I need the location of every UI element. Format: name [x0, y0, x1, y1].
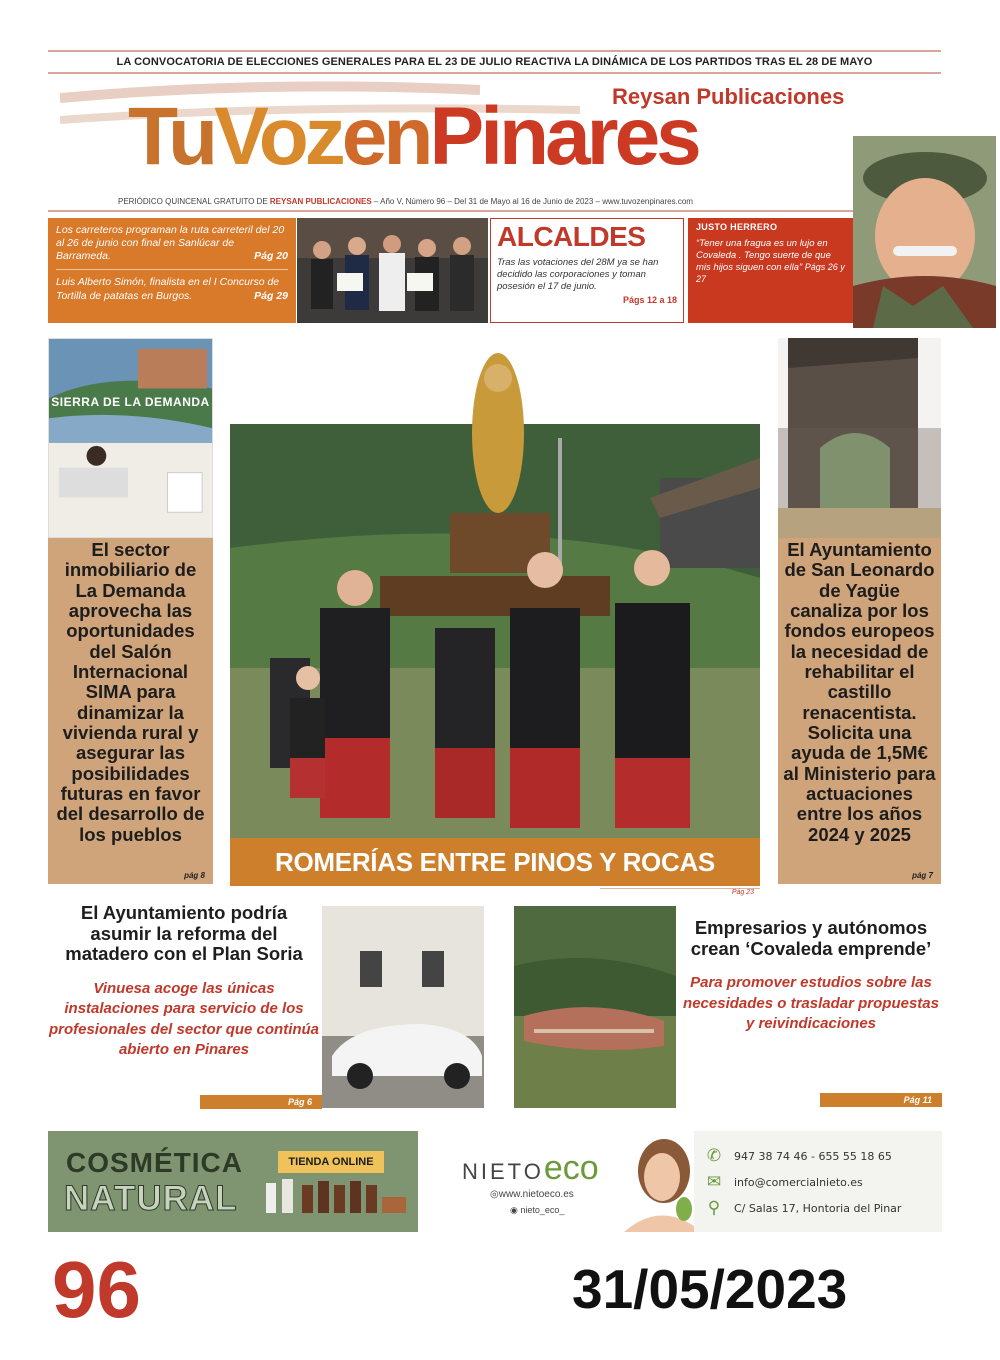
- alcaldes-page: Págs 12 a 18: [622, 294, 677, 305]
- vinuesa-page: Pág 6: [200, 1095, 322, 1109]
- left-story-page: pág 8: [184, 871, 205, 881]
- mail-icon: ✉: [706, 1172, 722, 1192]
- top-rule: [48, 50, 941, 52]
- main-photo-page: Pág 23: [600, 888, 760, 898]
- alcaldes-teaser[interactable]: [490, 218, 684, 323]
- interview-quote: “Tener una fragua es un lujo en Covaleda . Tengo suerte de que mis hijos siguen con ella” Págs 26 y 27: [696, 238, 845, 284]
- issue-number: 96: [52, 1245, 141, 1334]
- vinuesa-headline: El Ayuntamiento podría asumir la reforma del matadero con el Plan Soria: [65, 902, 303, 965]
- phone-icon: ✆: [706, 1146, 722, 1166]
- interview-teaser[interactable]: [688, 218, 853, 323]
- teaser-group-photo: [297, 218, 488, 323]
- cosmetica-ad[interactable]: [48, 1131, 418, 1232]
- sierra-demanda-ad-title: SIERRA DE LA DEMANDA: [51, 395, 210, 409]
- masthead-logo: TuVozenPinares: [128, 91, 698, 182]
- interview-name: JUSTO HERRERO: [696, 222, 778, 232]
- covaleda-subhead: Para promover estudios sobre las necesidades o trasladar propuestas y reivindicaciones: [683, 974, 939, 1032]
- covaleda-page: Pág 11: [820, 1093, 942, 1107]
- matadero-photo: [322, 906, 484, 1108]
- teaser-box-left: [48, 218, 296, 323]
- contact-email[interactable]: ✉ info@comercialnieto.es: [702, 1169, 934, 1195]
- left-story[interactable]: [48, 538, 213, 884]
- teaser-item-carreteros[interactable]: Los carreteros programan la ruta carreteril del 20 al 26 de junio con final en Sanlúcar de Barrameda. Pág 20: [56, 224, 288, 263]
- nieto-instagram[interactable]: ◉ nieto_eco_: [510, 1205, 565, 1215]
- instagram-icon: ◉: [510, 1205, 521, 1215]
- issue-date: 31/05/2023: [572, 1258, 848, 1320]
- alcaldes-title: ALCALDES: [497, 221, 646, 252]
- cosmetica-line1: COSMÉTICA: [66, 1147, 243, 1178]
- contact-address: ⚲ C/ Salas 17, Hontoria del Pinar: [702, 1195, 934, 1221]
- right-story-page: pág 7: [912, 871, 933, 881]
- vinuesa-story[interactable]: [48, 903, 320, 1060]
- left-story-headline: El sector inmobiliario de La Demanda aprovecha las oportunidades del Salón Internacional SIMA para dinamizar la vivienda rural y asegurar las posibilidades futuras en favor del desarrollo de los pueblos: [56, 539, 205, 845]
- cosmetica-line2: NATURAL: [64, 1179, 238, 1218]
- main-romeria-photo[interactable]: [230, 338, 760, 886]
- right-story[interactable]: [778, 538, 941, 884]
- vinuesa-subhead: Vinuesa acoge las únicas instalaciones para servicio de los profesionales del sector que continúa abierto en Pinares: [48, 980, 320, 1058]
- right-story-headline: El Ayuntamiento de San Leonardo de Yagüe canaliza por los fondos europeos la necesidad de rehabilitar el castillo renacentista. Solicita una ayuda de 1,5M€ al Ministerio para actuaciones entre los años 2024 y 2025: [783, 539, 936, 845]
- nieto-contact: [694, 1131, 942, 1232]
- globe-icon: ◎: [490, 1189, 499, 1200]
- nieto-eco-logo: NIETOeco: [462, 1149, 599, 1187]
- nieto-eco-ad[interactable]: [454, 1131, 942, 1232]
- castle-ruin-photo: [778, 338, 941, 538]
- location-pin-icon: ⚲: [707, 1198, 721, 1218]
- publisher-name: Reysan Publicaciones: [612, 84, 845, 109]
- portrait-photo: [853, 136, 996, 328]
- contact-phone[interactable]: ✆ 947 38 74 46 - 655 55 18 65: [702, 1143, 934, 1169]
- nieto-model-photo: [616, 1131, 706, 1232]
- alcaldes-text: Tras las votaciones del 28M ya se han decidido las corporaciones y toman posesión el 17 de junio.: [497, 257, 659, 292]
- tienda-online-tag: TIENDA ONLINE: [278, 1151, 384, 1173]
- covaleda-village-photo: [514, 906, 676, 1108]
- teaser-item-tortilla[interactable]: Luis Alberto Simón, finalista en el I Concurso de Tortilla de patatas en Burgos. Pág 29: [56, 276, 288, 302]
- top-headline: LA CONVOCATORIA DE ELECCIONES GENERALES PARA EL 23 DE JULIO REACTIVA LA DINÁMICA DE LOS PARTIDOS TRAS EL 28 DE MAYO: [116, 56, 873, 68]
- nieto-web-link[interactable]: ◎www.nietoeco.es: [490, 1189, 574, 1200]
- covaleda-headline: Empresarios y autónomos crean ‘Covaleda emprende’: [690, 917, 932, 959]
- sierra-demanda-ad-photo: [48, 338, 213, 538]
- covaleda-story[interactable]: [680, 918, 942, 1034]
- main-photo-caption: ROMERÍAS ENTRE PINOS Y ROCAS: [230, 838, 760, 886]
- dateline-rule: [48, 210, 941, 212]
- top-rule-lower: [48, 72, 941, 74]
- product-bottles-icon: [262, 1175, 412, 1215]
- dateline: PERIÓDICO QUINCENAL GRATUITO DE REYSAN PUBLICACIONES – Año V, Número 96 – Del 31 de Mayo al 16 de Junio de 2023 – www.tuvozenpinares.com: [118, 197, 693, 206]
